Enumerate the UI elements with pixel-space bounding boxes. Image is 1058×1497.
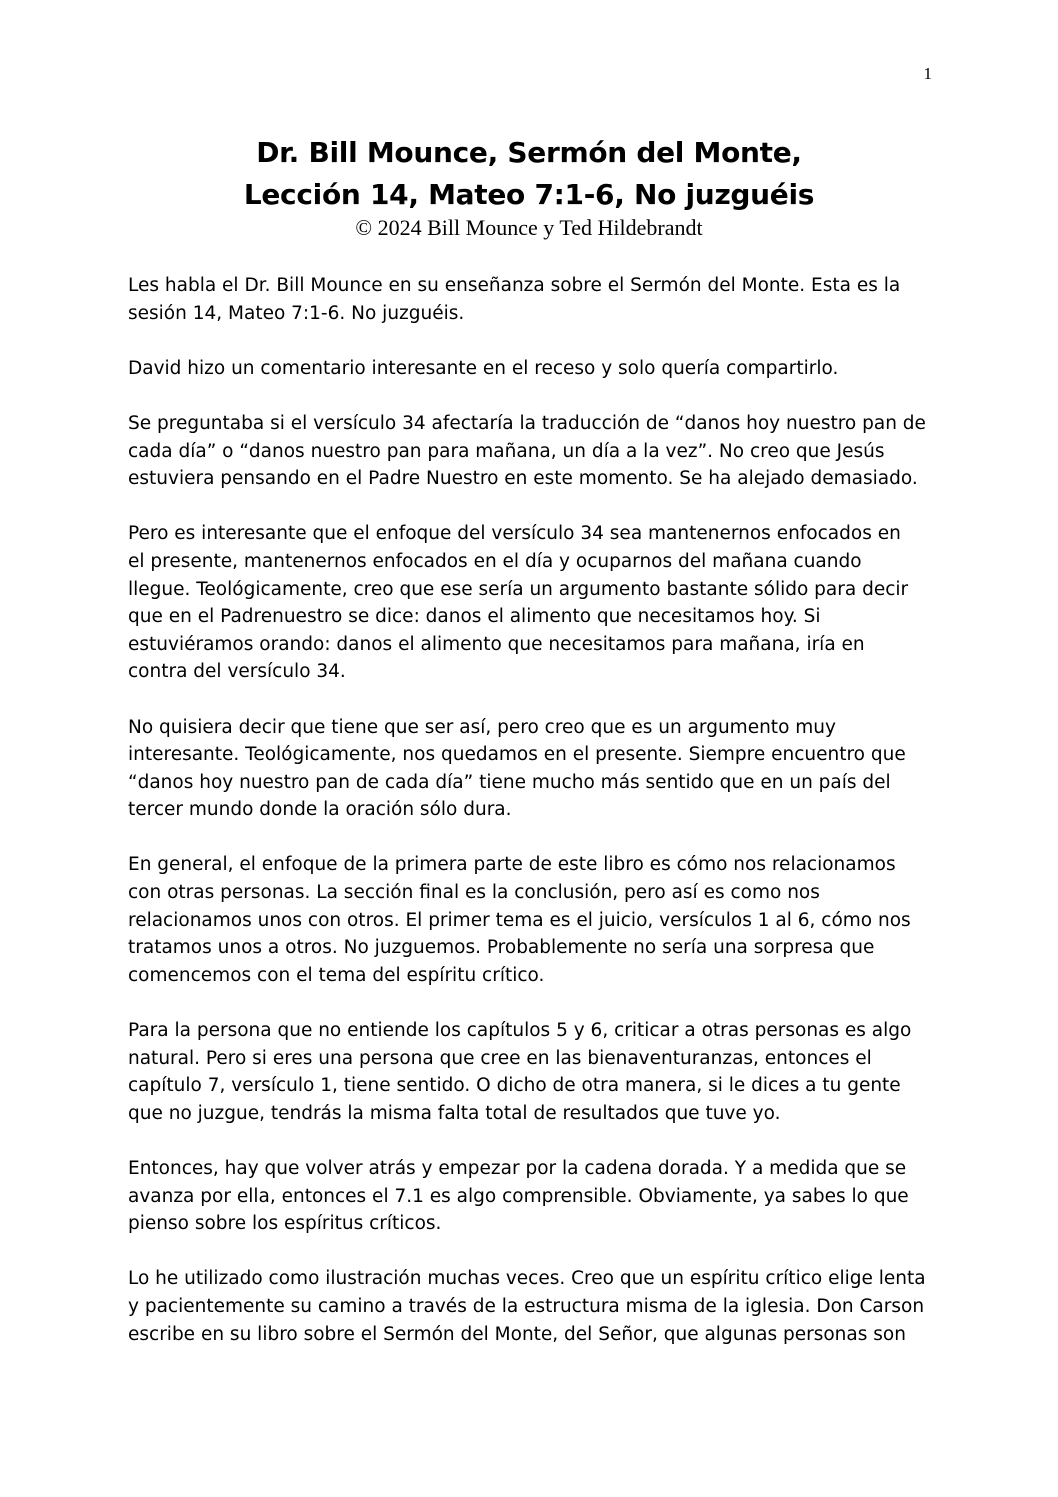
document-body <box>128 272 948 1376</box>
paragraph <box>128 851 948 989</box>
paragraph <box>128 355 948 383</box>
paragraph-line: avanza por ella, entonces el 7.1 es algo comprensible. Obviamente, ya sabes lo que <box>128 1185 909 1207</box>
paragraph-line: No quisiera decir que tiene que ser así, pero creo que es un argumento muy <box>128 716 836 738</box>
paragraph-line: capítulo 7, versículo 1, tiene sentido. O dicho de otra manera, si le dices a tu gente <box>128 1075 901 1097</box>
page-number: 1 <box>923 64 932 83</box>
paragraph <box>128 520 948 686</box>
paragraph-line: “danos hoy nuestro pan de cada día” tiene mucho más sentido que en un país del <box>128 771 891 793</box>
paragraph-line: y pacientemente su camino a través de la estructura misma de la iglesia. Don Carson <box>128 1295 925 1317</box>
paragraph-line: que no juzgue, tendrás la misma falta total de resultados que tuve yo. <box>128 1102 781 1124</box>
paragraph <box>128 1155 948 1238</box>
document-header <box>0 132 1058 240</box>
paragraph-line: tercer mundo donde la oración sólo dura. <box>128 799 512 821</box>
paragraph-line: natural. Pero si eres una persona que cree en las bienaventuranzas, entonces el <box>128 1047 872 1069</box>
paragraph-line: relacionamos unos con otros. El primer tema es el juicio, versículos 1 al 6, cómo nos <box>128 909 911 931</box>
paragraph-line: estuviera pensando en el Padre Nuestro en este momento. Se ha alejado demasiado. <box>128 468 918 490</box>
paragraph <box>128 272 948 327</box>
paragraph <box>128 714 948 824</box>
paragraph-line: Entonces, hay que volver atrás y empezar por la cadena dorada. Y a medida que se <box>128 1158 907 1179</box>
paragraph-line: pienso sobre los espíritus críticos. <box>128 1213 442 1235</box>
paragraph <box>128 1265 948 1348</box>
paragraph-line: estuviéramos orando: danos el alimento que necesitamos para mañana, iría en <box>128 633 865 655</box>
paragraph-line: cada día” o “danos nuestro pan para mañana, un día a la vez”. No creo que Jesús <box>128 440 885 462</box>
paragraph-line: En general, el enfoque de la primera parte de este libro es cómo nos relacionamos <box>128 854 896 876</box>
paragraph <box>128 410 948 493</box>
paragraph-line: David hizo un comentario interesante en el receso y solo quería compartirlo. <box>128 357 839 379</box>
paragraph-line: Se preguntaba si el versículo 34 afectaría la traducción de “danos hoy nuestro pan de <box>128 412 926 434</box>
paragraph-line: que en el Padrenuestro se dice: danos el alimento que necesitamos hoy. Si <box>128 606 821 628</box>
paragraph-line: interesante. Teológicamente, nos quedamos en el presente. Siempre encuentro que <box>128 744 906 766</box>
paragraph-line: Para la persona que no entiende los capítulos 5 y 6, criticar a otras personas es algo <box>128 1020 912 1042</box>
paragraph-line: comencemos con el tema del espíritu crítico. <box>128 964 545 986</box>
paragraph-line: llegue. Teológicamente, creo que ese sería un argumento bastante sólido para decir <box>128 578 909 600</box>
paragraph-line: Pero es interesante que el enfoque del versículo 34 sea mantenernos enfocados en <box>128 523 901 545</box>
paragraph-line: con otras personas. La sección final es la conclusión, pero así es como nos <box>128 882 820 904</box>
paragraph <box>128 1017 948 1127</box>
paragraph-line: contra del versículo 34. <box>128 661 346 683</box>
paragraph-line: el presente, mantenernos enfocados en el día y ocuparnos del mañana cuando <box>128 550 862 572</box>
paragraph-line: sesión 14, Mateo 7:1-6. No juzguéis. <box>128 302 465 324</box>
document-title-line-2: Lección 14, Mateo 7:1-6, No juzguéis <box>243 178 815 211</box>
paragraph-line: Les habla el Dr. Bill Mounce en su enseñanza sobre el Sermón del Monte. Esta es la <box>128 275 901 296</box>
paragraph-line: tratamos unos a otros. No juzguemos. Probablemente no sería una sorpresa que <box>128 937 875 959</box>
document-title-line-1: Dr. Bill Mounce, Sermón del Monte, <box>256 136 802 169</box>
paragraph-line: Lo he utilizado como ilustración muchas veces. Creo que un espíritu crítico elige lenta <box>128 1268 926 1290</box>
copyright-notice: © 2024 Bill Mounce y Ted Hildebrandt <box>355 215 703 240</box>
paragraph-line: escribe en su libro sobre el Sermón del Monte, del Señor, que algunas personas son <box>128 1323 906 1345</box>
